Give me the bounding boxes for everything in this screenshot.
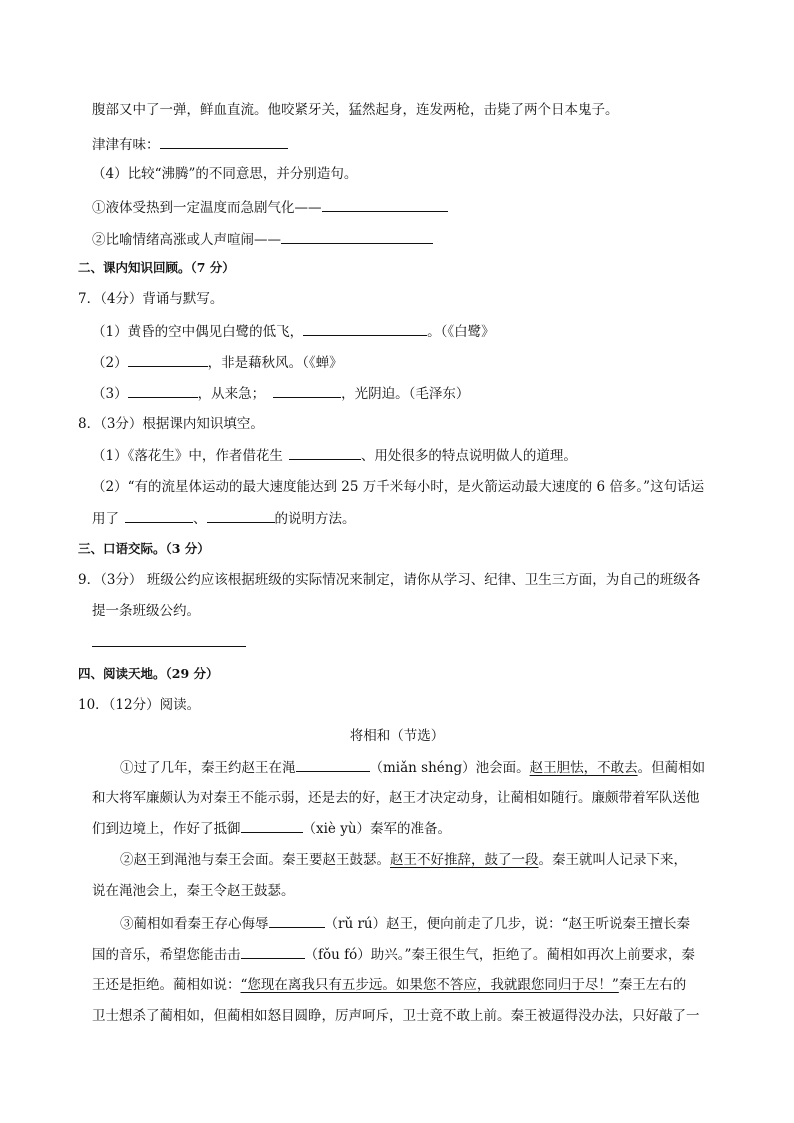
- p1-text-d: 们到边境上，作好了抵御: [92, 821, 241, 837]
- jinjin-youwei-line: [92, 134, 288, 155]
- q7-l3-label: （3）: [92, 386, 128, 402]
- answer-blank[interactable]: [241, 944, 305, 959]
- question-7-line-3: [92, 383, 469, 404]
- answer-blank[interactable]: [269, 913, 325, 928]
- q8-l3-label: 用了: [92, 511, 119, 527]
- p3-text-e: 王还是拒绝。蔺相如说：: [92, 977, 241, 993]
- passage-p1-line-3: [92, 818, 451, 839]
- question-7-heading: 7．（4分）背诵与默写。: [78, 291, 224, 307]
- answer-blank[interactable]: [128, 383, 198, 398]
- p2-text-a: ②赵王到渑池与秦王会面。秦王要赵王鼓瑟。: [120, 852, 390, 868]
- p1-text-a: ①过了几年，秦王约赵王在渑: [120, 760, 296, 776]
- passage-p1-line-2: 和大将军廉颇认为对秦王不能示弱，还是去的好，赵王才决定动身，让蔺相如随行。廉颇带着军队送他: [92, 790, 700, 806]
- section-4-heading: 四、阅读天地。（29 分）: [78, 666, 219, 681]
- p3-text-f: 秦王左右的: [618, 977, 687, 993]
- q7-l1-source: 。（《白鹭》: [427, 324, 495, 340]
- answer-blank[interactable]: [160, 134, 288, 149]
- p3-text-d: （fǒu fó）助兴。”秦王很生气，拒绝了。蔺相如再次上前要求，秦: [304, 947, 695, 963]
- q7-l3-text-a: ，从来急；: [197, 386, 266, 402]
- answer-blank[interactable]: [125, 508, 193, 523]
- underlined-sentence: 赵王不好推辞，鼓了一段: [390, 852, 539, 868]
- question-8-line-1: [92, 445, 577, 466]
- answer-blank[interactable]: [322, 197, 448, 212]
- p3-text-b: （rǔ rú）赵王，便向前走了几步，说：“赵王听说秦王擅长秦: [324, 916, 690, 932]
- passage-p3-line-4: 卫士想杀了蔺相如，但蔺相如怒目圆睁，厉声呵斥，卫士竟不敢上前。秦王被逼得没办法，只好敲了一: [92, 1008, 700, 1024]
- meaning-2-line: [92, 229, 433, 250]
- answer-blank[interactable]: [241, 818, 303, 833]
- question-8-line-2: （2）“有的流星体运动的最大速度能达到 25 万千米每小时，是火箭运动最大速度的 6 倍多。”这句话运: [92, 479, 705, 495]
- p1-text-b: 。但蔺相如: [637, 760, 706, 776]
- p3-text-a: ③蔺相如看秦王存心侮辱: [120, 916, 269, 932]
- answer-blank[interactable]: [296, 757, 370, 772]
- p3-text-c: 国的音乐，希望您能击击: [92, 947, 241, 963]
- q8-l3-text: 的说明方法。: [274, 511, 356, 527]
- passage-p2-line-2: 说在渑池会上，秦王令赵王鼓瑟。: [92, 883, 295, 899]
- underlined-sentence: “您现在离我只有五步远。如果您不答应，我就跟您同归于尽！”: [240, 977, 619, 993]
- p2-text-b: 。秦王就叫人记录下来，: [538, 852, 687, 868]
- answer-blank[interactable]: [303, 321, 427, 336]
- q8-l1-text-b: 、用处很多的特点说明做人的道理。: [360, 448, 577, 464]
- answer-blank[interactable]: [273, 383, 341, 398]
- answer-blank[interactable]: [289, 445, 361, 460]
- passage-p2-line-1: [120, 850, 687, 870]
- question-9-line-1: 9．（3分） 班级公约应该根据班级的实际情况来制定，请你从学习、纪律、卫生三方面，为自己的班级各: [78, 572, 701, 588]
- question-6-part-4: （4）比较“沸腾”的不同意思，并分别造句。: [92, 166, 358, 182]
- story-tail-line: 腹部又中了一弹，鲜血直流。他咬紧牙关，猛然起身，连发两枪，击毙了两个日本鬼子。: [92, 102, 619, 118]
- passage-p3-line-2: [92, 944, 695, 965]
- q7-l1-text: （1）黄昏的空中偶见白鹭的低飞，: [92, 324, 304, 340]
- passage-title: 将相和（节选）: [349, 728, 445, 744]
- meaning-2-text: ②比喻情绪高涨或人声喧闹——: [92, 232, 281, 248]
- q8-l1-text: （1）《落花生》中，作者借花生: [92, 448, 283, 464]
- q7-l2-text: ，非是藉秋风。（《蝉》: [207, 355, 343, 371]
- question-10-heading: 10．（12分）阅读。: [78, 697, 201, 713]
- answer-blank[interactable]: [281, 229, 433, 244]
- meaning-1-line: [92, 197, 448, 218]
- p1-text-e: （xiè yù）秦军的准备。: [302, 821, 452, 837]
- answer-blank[interactable]: [128, 352, 208, 367]
- meaning-1-text: ①液体受热到一定温度而急剧气化——: [92, 200, 322, 216]
- q8-l3-sep: 、: [193, 511, 207, 527]
- question-7-line-2: [92, 352, 343, 373]
- passage-p3-line-1: [120, 913, 690, 934]
- passage-p3-line-3: [92, 975, 686, 995]
- jinjin-label: 津津有味：: [92, 137, 160, 153]
- q7-l2-label: （2）: [92, 355, 128, 371]
- question-9-line-2: 提一条班级公约。: [92, 603, 200, 619]
- section-3-heading: 三、口语交际。（3 分）: [78, 541, 210, 556]
- section-2-heading: 二、课内知识回顾。（7 分）: [78, 260, 235, 275]
- answer-blank[interactable]: [207, 508, 275, 523]
- question-8-line-3: [92, 508, 356, 529]
- question-7-line-1: [92, 321, 495, 342]
- question-9-answer-line: [92, 632, 246, 653]
- question-8-heading: 8．（3分）根据课内知识填空。: [78, 416, 264, 432]
- underlined-sentence: 赵王胆怯，不敢去: [529, 760, 638, 776]
- q7-l3-text-b: ，光阴迫。（毛泽东）: [341, 386, 470, 402]
- p1-pinyin: （miǎn shéng）池会面。: [369, 760, 530, 776]
- answer-blank[interactable]: [92, 632, 246, 647]
- passage-p1-line-1: [120, 757, 705, 778]
